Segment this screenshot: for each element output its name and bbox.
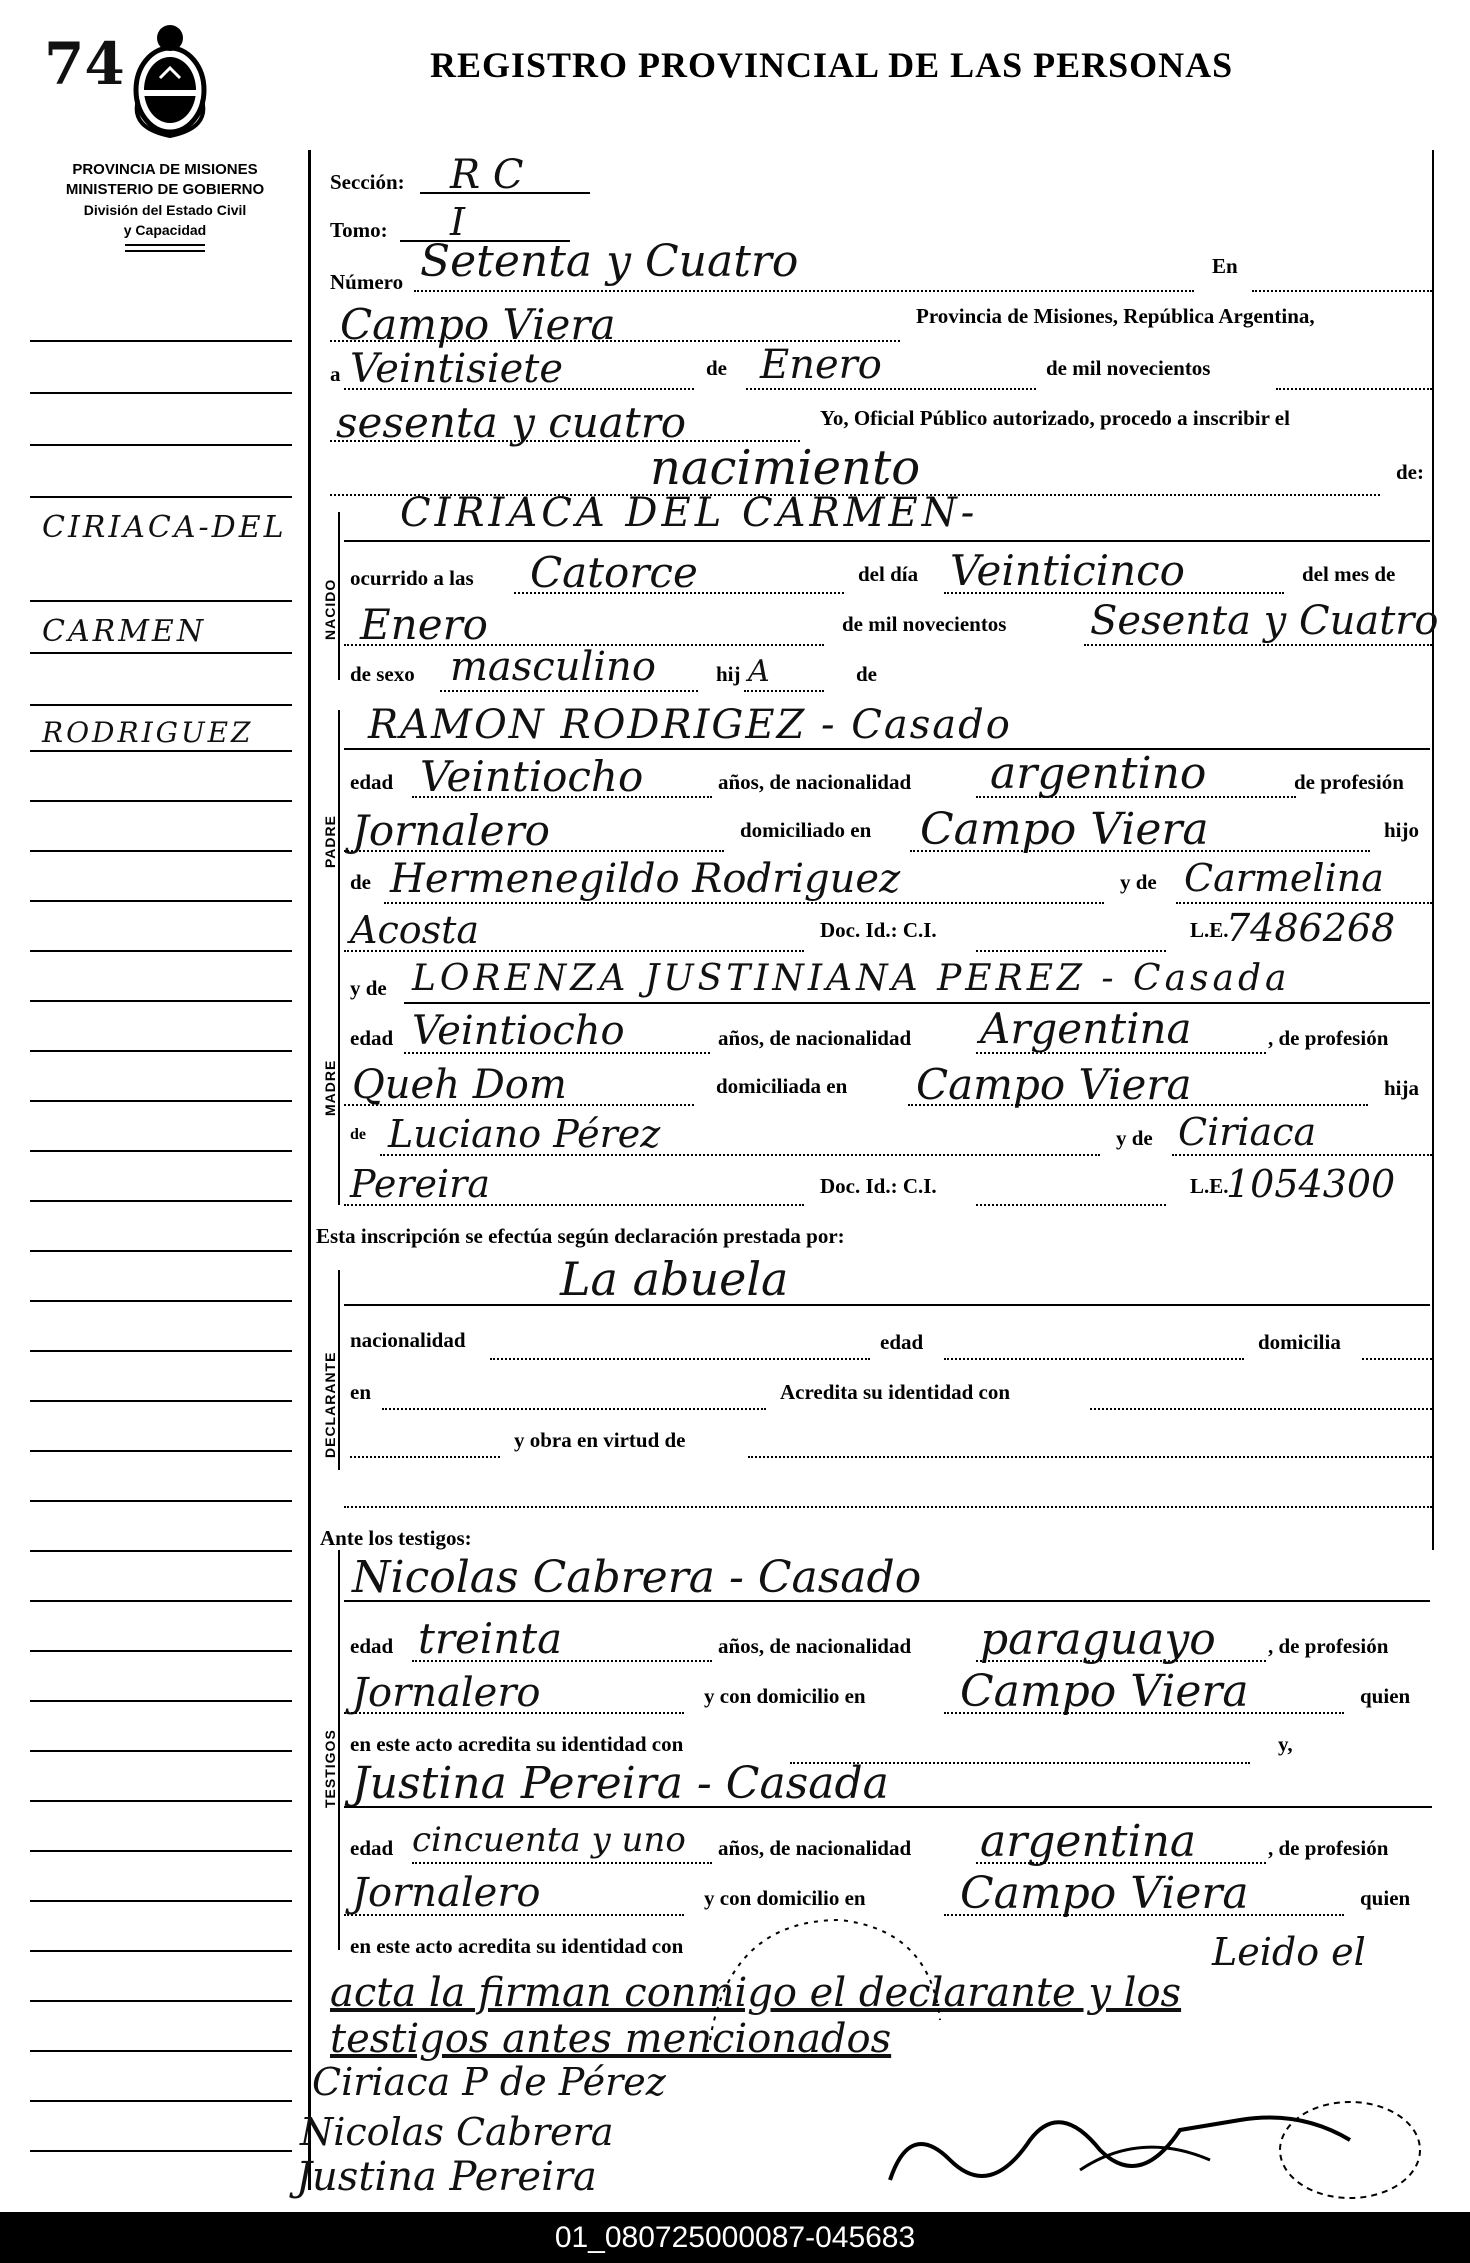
label-t1-anios: años, de nacionalidad: [718, 1634, 912, 1658]
org-division: División del Estado Civil: [83, 202, 247, 218]
value-padre-dom: Campo Viera: [920, 804, 1209, 855]
label-madre-anios: años, de nacionalidad: [718, 1026, 912, 1050]
label-madre-y-de2: y de: [1116, 1126, 1153, 1150]
round-stamp: [690, 1900, 950, 2050]
label-t2-quien: quien: [1360, 1886, 1411, 1910]
label-t1-este-acto: en este acto acredita su identidad con: [350, 1732, 684, 1756]
form-right-border: [1432, 150, 1434, 1550]
label-de-colon: de:: [1396, 460, 1424, 484]
value-padre-nac: argentino: [990, 748, 1207, 799]
label-de-mil: de mil novecientos: [842, 612, 1007, 636]
value-madre-hija-de: Luciano Pérez: [388, 1112, 661, 1156]
value-padre-edad: Veintiocho: [420, 752, 644, 801]
label-madre-y-de: y de: [350, 976, 387, 1000]
value-t2-nac: argentina: [980, 1816, 1197, 1867]
value-mes: Enero: [760, 342, 882, 388]
label-t1-profesion: , de profesión: [1268, 1634, 1389, 1658]
value-madre-edad: Veintiocho: [412, 1008, 625, 1054]
label-mil-novecientos: de mil novecientos: [1046, 356, 1211, 380]
value-seccion: R C: [450, 152, 524, 198]
label-numero: Número: [330, 270, 404, 294]
value-padre-le: 7486268: [1226, 906, 1396, 950]
value-madre-hija-y-de: Ciriaca: [1178, 1110, 1317, 1154]
value-testigo2: Justina Pereira - Casada: [352, 1758, 889, 1809]
label-padre-profesion: de profesión: [1294, 770, 1404, 794]
signature-2: Nicolas Cabrera: [300, 2110, 614, 2154]
label-padre-doc: Doc. Id.: C.I.: [820, 918, 937, 942]
label-padre-hijo: hijo: [1384, 818, 1420, 842]
coat-of-arms-icon: [120, 18, 220, 143]
label-padre-domiciliado: domiciliado en: [740, 818, 872, 842]
scan-id-footer: 01_080725000087-045683: [0, 2212, 1470, 2263]
value-padre-hijo-y-de2: Acosta: [350, 908, 480, 952]
label-madre-domiciliada: domiciliada en: [716, 1074, 848, 1098]
label-de2: de: [856, 662, 877, 686]
value-t1-dom: Campo Viera: [960, 1666, 1249, 1717]
value-nota2: acta la firman conmigo el declarante y los: [330, 1970, 1182, 2016]
signature-3: Justina Pereira: [296, 2154, 597, 2200]
label-t1-edad: edad: [350, 1634, 394, 1658]
value-mes-nac: Enero: [360, 600, 488, 649]
label-t2-anios: años, de nacionalidad: [718, 1836, 912, 1860]
value-madre-dom: Campo Viera: [916, 1060, 1192, 1109]
value-dia-nac: Veinticinco: [950, 546, 1185, 595]
value-padre-prof: Jornalero: [352, 806, 550, 855]
value-t2-edad: cincuenta y uno: [412, 1820, 686, 1860]
value-hij-suffix: A: [748, 654, 770, 689]
value-madre-hija-y-de2: Pereira: [350, 1162, 490, 1206]
value-nota1: Leido el: [1212, 1930, 1366, 1974]
label-decl-en: en: [350, 1380, 371, 1404]
label-del-mes: del mes de: [1302, 562, 1396, 586]
side-label-padre: PADRE: [322, 815, 338, 868]
side-label-nacido: NACIDO: [322, 578, 338, 640]
value-madre-nombre: LORENZA JUSTINIANA PEREZ - Casada: [412, 958, 1291, 999]
value-numero: Setenta y Cuatro: [420, 236, 799, 287]
margin-name-line1: CIRIACA-DEL: [42, 510, 287, 545]
value-lugar: Campo Viera: [340, 300, 616, 349]
org-ministry: MINISTERIO DE GOBIERNO: [65, 181, 265, 198]
label-padre-de: de: [350, 870, 371, 894]
label-del-dia: del día: [858, 562, 919, 586]
registry-title: REGISTRO PROVINCIAL DE LAS PERSONAS: [430, 45, 1234, 85]
org-block: [34, 160, 296, 252]
value-t1-prof: Jornalero: [352, 1670, 541, 1716]
value-t1-edad: treinta: [418, 1614, 563, 1663]
label-decl-obra: y obra en virtud de: [514, 1428, 686, 1452]
value-hora: Catorce: [530, 548, 698, 597]
label-decl-nacionalidad: nacionalidad: [350, 1328, 466, 1352]
label-seccion: Sección:: [330, 170, 405, 194]
value-t2-prof: Jornalero: [352, 1870, 541, 1916]
side-label-testigos: TESTIGOS: [322, 1729, 338, 1808]
value-nota3: testigos antes mencionados: [330, 2016, 892, 2062]
value-declarante: La abuela: [560, 1252, 789, 1306]
margin-name-line3: RODRIGUEZ: [42, 716, 254, 749]
label-t2-edad: edad: [350, 1836, 394, 1860]
official-signature-scribble: [880, 2060, 1440, 2210]
side-label-declarante: DECLARANTE: [322, 1351, 338, 1458]
value-t1-nac: paraguayo: [980, 1614, 1216, 1665]
label-padre-anios: años, de nacionalidad: [718, 770, 912, 794]
value-madre-nac: Argentina: [980, 1004, 1192, 1053]
label-esta-inscripcion: Esta inscripción se efectúa según declaración prestada por:: [316, 1224, 845, 1248]
label-padre-edad: edad: [350, 770, 394, 794]
label-hij: hij: [716, 662, 741, 686]
label-sexo: de sexo: [350, 662, 415, 686]
value-padre-hijo-de: Hermenegildo Rodriguez: [390, 856, 901, 902]
label-tomo: Tomo:: [330, 218, 388, 242]
margin-name-line2: CARMEN: [42, 614, 207, 649]
value-madre-le: 1054300: [1226, 1162, 1396, 1206]
value-t2-dom: Campo Viera: [960, 1868, 1249, 1919]
label-padre-y-de: y de: [1120, 870, 1157, 894]
value-nombre: CIRIACA DEL CARMEN-: [400, 490, 979, 536]
label-madre-profesion: , de profesión: [1268, 1026, 1389, 1050]
label-provincia: Provincia de Misiones, República Argentina,: [916, 304, 1315, 328]
value-padre-hijo-y-de: Carmelina: [1184, 856, 1384, 900]
label-t1-domicilio: y con domicilio en: [704, 1684, 866, 1708]
label-decl-domicilia: domicilia: [1258, 1330, 1341, 1354]
value-testigo1: Nicolas Cabrera - Casado: [352, 1552, 922, 1603]
value-tomo: I: [450, 200, 466, 244]
label-decl-acredita: Acredita su identidad con: [780, 1380, 1011, 1404]
label-t1-y: y,: [1278, 1732, 1293, 1756]
label-madre-hija: hija: [1384, 1076, 1420, 1100]
org-province: PROVINCIA DE MISIONES: [72, 161, 258, 178]
label-de: de: [706, 356, 727, 380]
label-ocurrido: ocurrido a las: [350, 566, 474, 590]
signature-1: Ciriaca P de Pérez: [312, 2060, 666, 2104]
value-anio: sesenta y cuatro: [336, 398, 687, 447]
label-madre-doc: Doc. Id.: C.I.: [820, 1174, 937, 1198]
label-t1-quien: quien: [1360, 1684, 1411, 1708]
value-acto: nacimiento: [650, 440, 921, 496]
label-madre-le: L.E.: [1190, 1174, 1229, 1198]
label-t2-domicilio: y con domicilio en: [704, 1886, 866, 1910]
label-ante-testigos: Ante los testigos:: [320, 1526, 472, 1550]
value-dia: Veintisiete: [350, 346, 564, 392]
form-left-border: [308, 150, 311, 2190]
label-en: En: [1212, 254, 1238, 278]
label-padre-le: L.E.: [1190, 918, 1229, 942]
value-anio-nac: Sesenta y Cuatro: [1090, 598, 1439, 644]
side-label-madre: MADRE: [322, 1059, 338, 1116]
value-sexo: masculino: [450, 644, 656, 690]
org-capacity: y Capacidad: [123, 222, 207, 238]
label-oficial: Yo, Oficial Público autorizado, procedo a inscribir el: [820, 406, 1290, 430]
label-madre-de: de: [350, 1126, 366, 1143]
label-madre-edad: edad: [350, 1026, 394, 1050]
value-padre-nombre: RAMON RODRIGEZ - Casado: [368, 702, 1012, 748]
label-decl-edad: edad: [880, 1330, 924, 1354]
label-a: a: [330, 362, 341, 386]
folio-number: 74: [44, 30, 125, 98]
value-madre-prof: Queh Dom: [352, 1062, 567, 1108]
label-t2-este-acto: en este acto acredita su identidad con: [350, 1934, 684, 1958]
label-t2-profesion: , de profesión: [1268, 1836, 1389, 1860]
